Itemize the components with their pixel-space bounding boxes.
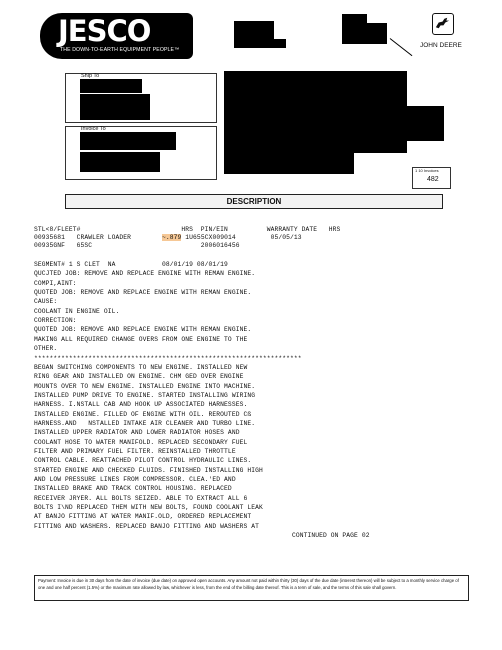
text-line: ********************************************************************* [34, 354, 302, 362]
text-line: INSTALLED BRAKE AND TRACK CONTROL HOUSING. REPLACED [34, 485, 232, 493]
description-header: DESCRIPTION [65, 194, 443, 209]
text-line: QUCJTED JOB: REMOVE AND REPLACE ENGINE WITH REMAN ENGINE. [34, 270, 256, 278]
payment-terms: Payment: Invoice is due in 30 days from the date of invoice (due date) on approved open accounts. Any amount not paid within thirty (30) days of the due date (interest thereon) will be subject to a monthly service charge of one and one half percent (1.5%) or the maximum rate allowed by law, whichever is less, from the end of the billing date thereof. This is a term of sale, and the terms of this sale shall govern. [34, 575, 469, 601]
spacer [131, 234, 162, 241]
ship-to-box [65, 73, 217, 123]
text-line: COOLANT HOSE TO WATER MANIFOLD. REPLACED SECONDARY FUEL [34, 438, 248, 446]
john-deere-label: JOHN DEERE [420, 42, 462, 49]
text-line: COOLANT IN ENGINE OIL. [34, 307, 120, 315]
text-line: FILTER AND PRIMARY FUEL FILTER. REINSTALLED THROTTLE [34, 448, 236, 455]
text-line: BOLTS I\ND REPLACED THEM WITH NEW BOLTS, FOUND COOLANT LEAK [34, 504, 263, 512]
redacted-block [80, 79, 142, 93]
hours-value: ~.879 [162, 234, 182, 241]
text-line: INSTALLED ENGINE. FILLED OF ENGINE WITH OIL. REROUTED Cß [34, 410, 252, 418]
text-line: HARNESS.AND NSTALLED INTAKE AIR CLEANER AND TURBO LINE. [34, 419, 256, 427]
text-line: CORRECTION: [34, 317, 77, 325]
text-line: AND LOW PRESSURE LINES FROM COMPRESSOR. CLEA.'ED AND [34, 476, 236, 484]
text-line: INSTALLED PUMP DRIVE TO ENGINE. STARTED INSTALLING WIRING [34, 391, 256, 399]
text-line: STARTED ENGINE AND CHECKED FLUIDS. FINISHED INSTALLING HIGH [34, 466, 263, 474]
redacted-block [80, 152, 160, 172]
text-line: QUOTED JOB: REMOVE AND REPLACE ENGINE WITH REMAN ENGINE. [34, 289, 252, 297]
equipment-row: 00935GNF 65SC 2006016456 [34, 242, 240, 249]
page-count-label: 1 10 Invoices [415, 168, 439, 173]
equipment-headers: STL<8/FLEET# HRS PIN/EIN WARRANTY DATE HRS [34, 226, 341, 233]
equipment-row [34, 234, 302, 241]
redacted-block [342, 14, 367, 23]
text-line: COMPI,AINT: [34, 279, 77, 287]
redacted-block [234, 21, 274, 39]
redacted-block [224, 152, 354, 174]
text-line: AT BANJO FITTING AT WATER MANIF.OLD, ORDERED REPLACEMENT [34, 513, 252, 521]
redacted-block [234, 39, 286, 48]
redacted-block [80, 132, 176, 150]
text-line: MAKING ALL REQUIRED CHANGE OVERS FROM ONE ENGINE TO THE [34, 335, 248, 343]
text-line: QUOTED JOB: REMOVE AND REPLACE ENGINE WITH REMAN ENGINE. [34, 326, 252, 334]
ship-to-label: Ship To [81, 73, 100, 79]
model-description: CRAWLER LOADER [76, 234, 131, 241]
text-line: RING GEAR AND INSTALLED ON ENGINE. CHM GED OVER ENGINE [34, 373, 244, 381]
pin-and-date: 1U655CX009014 05/05/13 [181, 234, 302, 241]
text-line: CAUSE: [34, 298, 58, 306]
logo-wordmark: JESCO [58, 14, 151, 48]
text-line: SEGMENT# 1 S CLET NA 08/01/19 08/01/19 [34, 261, 228, 268]
text-line: RECEIVER JRYER. ALL BOLTS SEIZED. ABLE TO EXTRACT ALL 6 [34, 494, 248, 502]
stock-number: 00935681 [34, 234, 77, 241]
text-line: OTHER. [34, 345, 58, 353]
invoice-to-label: Invoice To [81, 126, 106, 132]
deer-icon [432, 13, 454, 35]
text-line: CONTROL CABLE. REATTACHED PILOT CONTROL HYDRAULIC LINES. [34, 457, 252, 465]
text-line: HARNESS. I.NSTALL CAB AND HOOK UP ASSOCIATED HARNESSES. [34, 401, 248, 409]
text-line: BEGAN SWITCHING COMPONENTS TO NEW ENGINE. INSTALLED NEW [34, 363, 248, 371]
redacted-block [80, 94, 150, 120]
pointer-line [390, 38, 413, 56]
page-count-value: 482 [427, 176, 439, 183]
logo-tagline: THE DOWN-TO-EARTH EQUIPMENT PEOPLE™ [60, 47, 180, 53]
invoice-to-box [65, 126, 217, 180]
jesco-logo [40, 13, 193, 59]
redacted-block [404, 106, 444, 141]
text-line: MOUNTS OVER TO NEW ENGINE. INSTALLED ENGINE INTO MACHINE. [34, 382, 256, 390]
page-count-box [412, 167, 451, 189]
text-line: INSTALLED UPPER RADIATOR AND LOWER RADIATOR HOSES AND [34, 429, 240, 437]
continued-note: CONTINUED ON PAGE 02 [292, 532, 370, 539]
redacted-block [342, 23, 387, 44]
redacted-block [342, 72, 382, 97]
text-line: FITTING AND WASHERS. REPLACED BANJO FITTING AND WASHERS AT [34, 522, 259, 530]
